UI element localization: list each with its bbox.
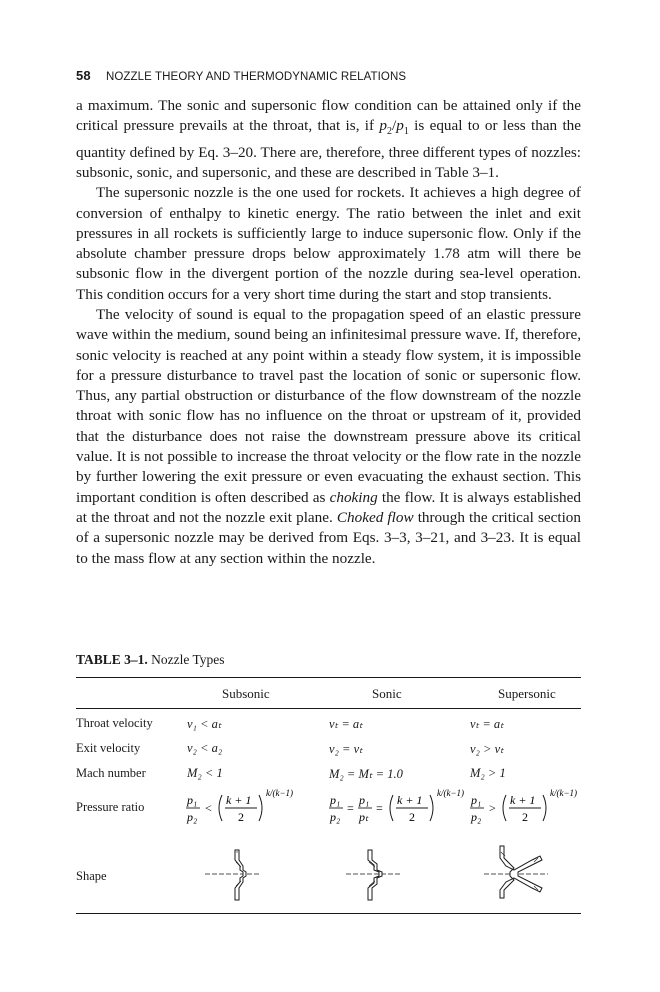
cell-mach-sonic: M₂ = Mₜ = 1.0 — [329, 767, 403, 781]
column-header-sonic: Sonic — [372, 686, 402, 701]
supersonic-nozzle-shape-icon — [484, 844, 554, 900]
ratio-p1-b: p₁ — [359, 793, 370, 807]
ratio-p2: p₂ — [471, 810, 482, 824]
ratio-p1: p₁ — [187, 793, 198, 807]
row-label-pressure-ratio: Pressure ratio — [76, 800, 145, 814]
ratio-exp: k/(k−1) — [437, 788, 465, 798]
ratio-p2: p₂ — [187, 810, 198, 824]
ratio-exp: k/(k−1) — [550, 788, 578, 798]
ratio-num: k + 1 — [226, 793, 252, 807]
sonic-nozzle-shape-icon — [346, 848, 406, 904]
cell-pressure-subsonic — [186, 790, 316, 830]
ratio-pt: pₜ — [359, 810, 369, 824]
ratio-sign: > — [489, 801, 496, 815]
body-text — [76, 96, 581, 569]
subsonic-nozzle-shape-icon — [205, 848, 265, 904]
cell-mach-subsonic: M₂ < 1 — [187, 766, 223, 780]
paragraph-2: The supersonic nozzle is the one used for rockets. It achieves a high degree of conversion of enthalpy to kinetic energy. The ratio between the inlet and exit pressures in all rockets is sufficiently large to induce supersonic flow. Only if the absolute chamber pressure drops below approximately 1.78 atm will there be subsonic flow in the divergent portion of the nozzle during sea-level operation. This condition occurs for a very short time during the start and stop transients. — [76, 184, 581, 303]
ratio-den: 2 — [409, 810, 415, 824]
table-bottom-rule — [76, 913, 581, 914]
table-top-rule — [76, 677, 581, 678]
table-caption — [76, 652, 225, 668]
ratio-eq-1: = — [347, 801, 354, 815]
ratio-den: 2 — [522, 810, 528, 824]
ratio-eq-2: = — [376, 801, 383, 815]
table-caption-text: Nozzle Types — [151, 652, 225, 667]
cell-exit-subsonic: v₂ < a₂ — [187, 741, 223, 755]
cell-mach-supersonic: M₂ > 1 — [470, 766, 506, 780]
column-header-supersonic: Supersonic — [498, 686, 556, 701]
cell-pressure-sonic — [329, 790, 469, 830]
column-header-subsonic: Subsonic — [222, 686, 270, 701]
ratio-num: k + 1 — [510, 793, 536, 807]
ratio-p2: p₂ — [330, 810, 341, 824]
row-label-exit-velocity: Exit velocity — [76, 741, 141, 755]
ratio-p1: p₁ — [471, 793, 482, 807]
cell-throat-sonic: vₜ = aₜ — [329, 717, 363, 731]
page-number: 58 — [76, 68, 91, 83]
ratio-den: 2 — [238, 810, 244, 824]
cell-pressure-supersonic — [470, 790, 590, 830]
table-caption-label: TABLE 3–1. — [76, 652, 148, 667]
running-title: NOZZLE THEORY AND THERMODYNAMIC RELATIONS — [105, 71, 407, 83]
table-header-rule — [76, 708, 581, 709]
cell-exit-supersonic: v₂ > vₜ — [470, 742, 504, 756]
ratio-num: k + 1 — [397, 793, 423, 807]
paragraph-3: The velocity of sound is equal to the propagation speed of an elastic pressure wave within the medium, sound being an infinitesimal pressure wave. If, therefore, sonic velocity is reached at any point within a steady flow system, it is impossible for a pressure disturbance to travel past the location of sonic or supersonic flow. Thus, any partial obstruction or disturbance of the flow downstream of the nozzle throat with sonic flow has no influence on the throat or upstream of it, provided that the disturbance does not raise the downstream pressure above its critical value. It is not possible to increase the throat velocity or the flow rate in the nozzle by further lowering the exit pressure or even evacuating the exhaust section. This important condition is often described as choking the flow. It is always established at the throat and not the nozzle exit plane. Choked flow through the critical section of a supersonic nozzle may be derived from Eqs. 3–3, 3–21, and 3–23. It is equal to the mass flow at any section within the nozzle. — [76, 306, 581, 567]
ratio-sign: < — [205, 801, 212, 815]
cell-throat-subsonic: v₁ < aₜ — [187, 717, 222, 731]
ratio-p1: p₁ — [330, 793, 341, 807]
row-label-shape: Shape — [76, 869, 107, 883]
ratio-exp: k/(k−1) — [266, 788, 294, 798]
running-header — [76, 68, 406, 83]
row-label-mach-number: Mach number — [76, 766, 146, 780]
cell-throat-supersonic: vₜ = aₜ — [470, 717, 504, 731]
row-label-throat-velocity: Throat velocity — [76, 716, 153, 730]
paragraph-1: a maximum. The sonic and supersonic flow condition can be attained only if the critical pressure prevails at the throat, that is, if $p_2/p_1$ is equal to or less than the quantity defined by Eq. 3–20. There are, therefore, three different types of nozzles: subsonic, sonic, and supersonic, and these are described in Table 3–1. — [76, 97, 582, 181]
cell-exit-sonic: v₂ = vₜ — [329, 742, 363, 756]
